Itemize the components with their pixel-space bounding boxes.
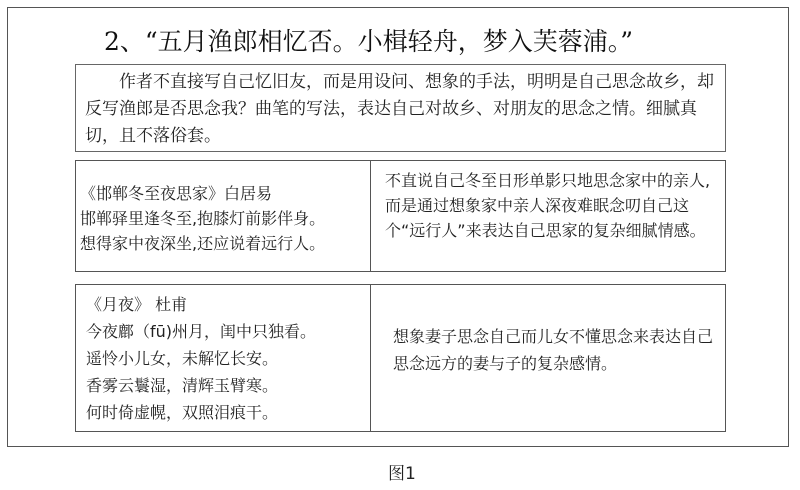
poem-line: 香雾云鬟湿，清辉玉臂寒。 xyxy=(86,376,279,395)
poem-row-1 xyxy=(75,160,726,272)
figure-caption: 图1 xyxy=(388,464,416,484)
page-title: 2、“五月渔郎相忆否。小楫轻舟，梦入芙蓉浦。” xyxy=(104,27,633,56)
explanation-box: 作者不直接写自己忆旧友，而是用设问、想象的手法，明明是自己思念故乡，却反写渔郎是否思念我？曲笔的写法，表达自己对故乡、对朋友的思念之情。细腻真切，且不落俗套。 xyxy=(75,64,726,152)
poem-note-2: 想象妻子思念自己而儿女不懂思念来表达自己思念远方的妻与子的复杂感情。 xyxy=(393,327,714,373)
poem-text-2 xyxy=(76,285,371,431)
poem-text-1 xyxy=(76,161,371,271)
poem-line: 邯郸驿里逢冬至,抱膝灯前影伴身。 xyxy=(80,209,326,228)
poem-2-title: 《月夜》 杜甫 xyxy=(86,295,188,314)
poem-line: 今夜鄜（fū)州月，闺中只独看。 xyxy=(86,322,317,341)
poem-line: 遥怜小儿女，未解忆长安。 xyxy=(86,349,279,368)
poem-note-1: 不直说自己冬至日形单影只地思念家中的亲人,而是通过想象家中亲人深夜难眠念叨自己这个“远行人”来表达自己思家的复杂细腻情感。 xyxy=(385,171,711,240)
poem-line: 何时倚虚幌，双照泪痕干。 xyxy=(86,403,279,422)
poem-row-2 xyxy=(75,284,726,432)
poem-line: 想得家中夜深坐,还应说着远行人。 xyxy=(80,234,326,253)
poem-1-title: 《邯郸冬至夜思家》白居易 xyxy=(80,184,273,203)
